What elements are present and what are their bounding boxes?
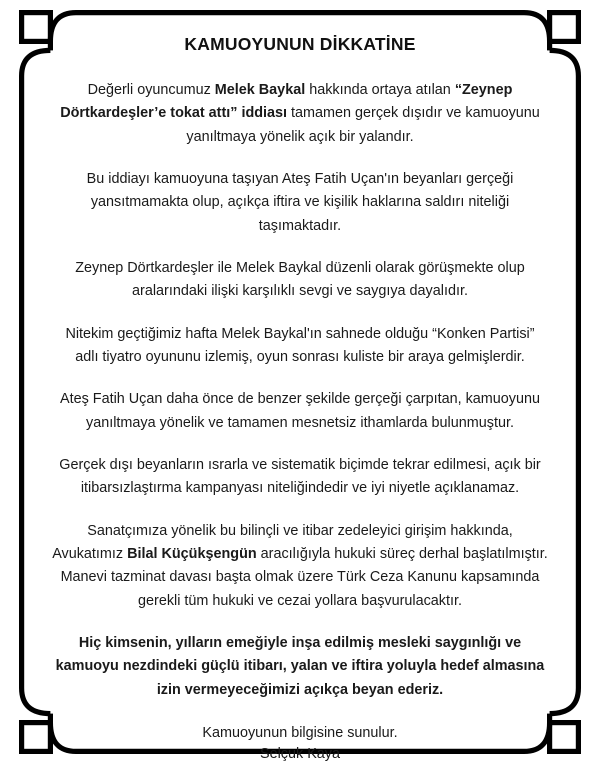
page-title: KAMUOYUNUN DİKKATİNE [184,34,416,54]
signature-closing-line: Kamuoyunun bilgisine sunulur. [202,724,398,741]
announcement-body [52,79,548,702]
announcement-paragraph: Değerli oyuncumuz Melek Baykal hakkında ortaya atılan “Zeynep Dörtkardeşler’e tokat attı” iddiası tamamen gerçek dışıdır ve kamuoyunu yanıltmaya yönelik açık bir yalandır. [60,82,540,145]
announcement-paragraph: Ateş Fatih Uçan daha önce de benzer şekilde gerçeği çarpıtan, kamuoyunu yanıltmaya yönelik ve tamamen mesnetsiz ithamlarda bulunmuştur. [60,391,540,431]
announcement-paragraph: Gerçek dışı beyanların ısrarla ve sistematik biçimde tekrar edilmesi, açık bir itibarsızlaştırma kampanyası niteliğindedir ve iyi niyetle açıklanamaz. [59,456,541,497]
announcement-paragraph: Hiç kimsenin, yılların emeğiyle inşa edilmiş mesleki saygınlığı ve kamuoyu nezdindeki güçlü itibarı, yalan ve iftira yoluyla hedef almasına izin vermeyeceğimizi açıkça beyan ederiz. [55,634,545,698]
signature-name: Selçuk Kaya [260,745,340,762]
announcement-paragraph: Sanatçımıza yönelik bu bilinçli ve itibar zedeleyici girişim hakkında, Avukatımız Bilal Küçükşengün aracılığıyla hukuki süreç derhal başlatılmıştır. Manevi tazminat davası başta olmak üzere Türk Ceza Kanunu kapsamında gerekli tüm hukuki ve cezai yollara başvurulacaktır. [52,522,548,609]
emphasized-text: Melek Baykal [214,82,306,98]
emphasized-text: Bilal Küçükşengün [127,545,257,562]
signature-block [52,723,548,765]
emphasized-text: “Zeynep Dörtkardeşler’e tokat attı” iddiası [60,82,513,122]
announcement-paragraph: Bu iddiayı kamuoyuna taşıyan Ateş Fatih Uçan'ın beyanları gerçeği yansıtmamakta olup, açıkça iftira ve kişilik haklarına saldırı niteliği taşımaktadır. [86,170,514,234]
announcement-paragraph: Zeynep Dörtkardeşler ile Melek Baykal düzenli olarak görüşmekte olup aralarındaki ilişki karşılıklı sevgi ve saygıya dayalıdır. [75,259,525,300]
announcement-paragraph: Nitekim geçtiğimiz hafta Melek Baykal'ın sahnede olduğu “Konken Partisi” adlı tiyatro oyununu izlemiş, oyun sonrası kuliste bir araya gelmişlerdir. [65,325,535,365]
